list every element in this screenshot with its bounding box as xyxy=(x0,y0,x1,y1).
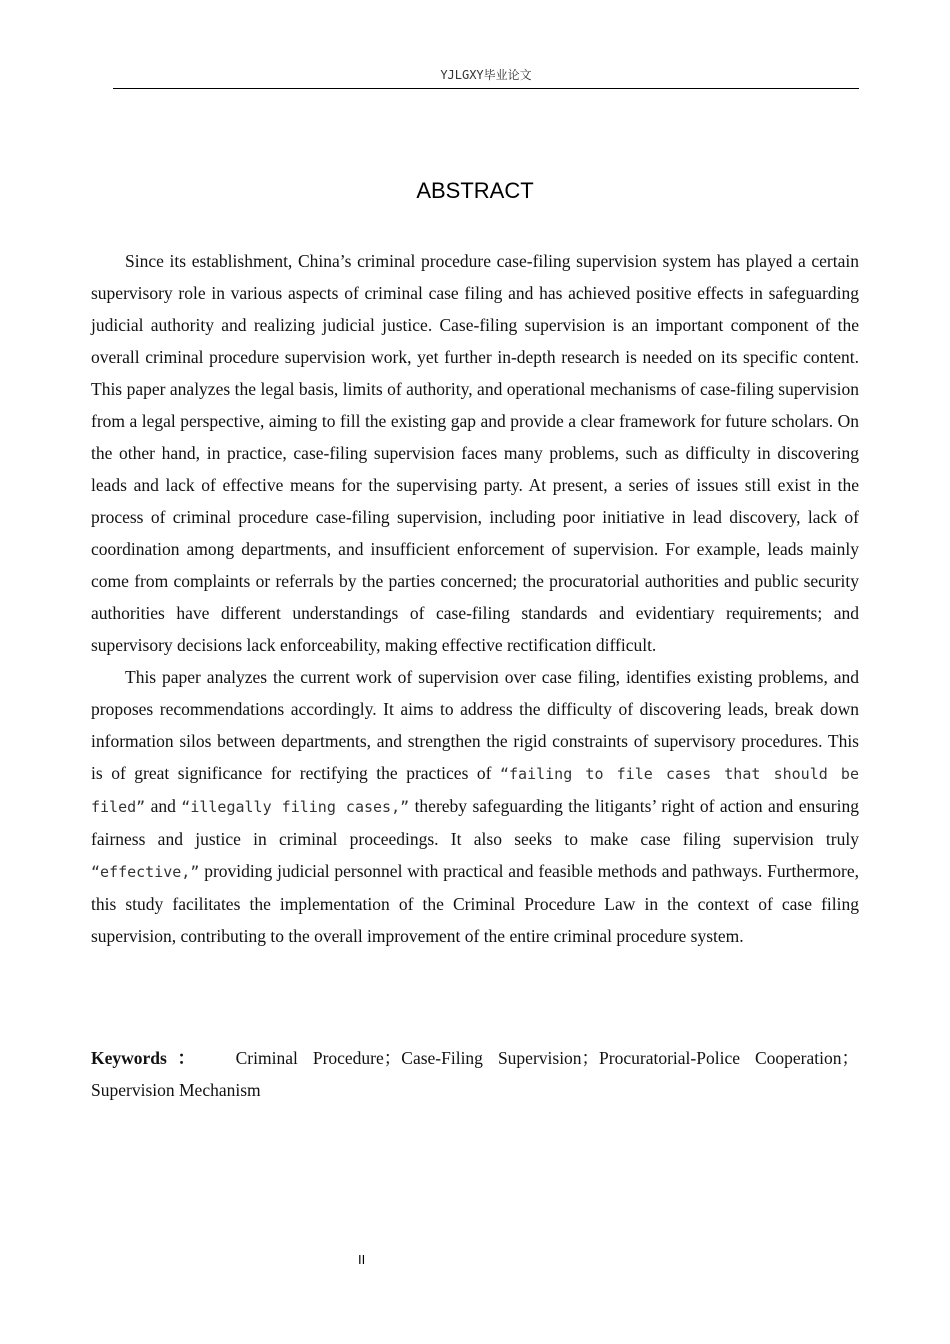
abstract-title: ABSTRACT xyxy=(416,178,534,203)
quote-failing-to-file: “failing to file cases that should be filed” xyxy=(91,765,859,816)
keywords-spacer xyxy=(206,1048,236,1068)
header-rule xyxy=(113,88,859,89)
page-header: YJLGXY毕业论文 xyxy=(440,68,532,82)
paragraph-2-text-4: providing judicial personnel with practical and feasible methods and pathways. Furthermore, this study facilitates the implementation of the Criminal Procedure Law in the context of case filing supervision, contributing to the overall improvement of the entire criminal procedure system. xyxy=(91,861,859,946)
keywords xyxy=(91,1042,859,1106)
keywords-label: Keywords： xyxy=(91,1048,206,1068)
keywords-list: Criminal Procedure；Case-Filing Supervision；Procuratorial-Police Cooperation；Supervision Mechanism xyxy=(91,1048,859,1100)
paragraph-2-text-2: and xyxy=(145,796,182,816)
abstract-paragraph-2 xyxy=(91,661,859,952)
paragraph-2-text-3: thereby safeguarding the litigants’ right of action and ensuring fairness and justice in criminal proceedings. It also seeks to make case filing supervision truly xyxy=(91,796,859,849)
quote-illegally-filing: “illegally filing cases,” xyxy=(181,798,410,816)
paragraph-2-text-1: This paper analyzes the current work of supervision over case filing, identifies existing problems, and proposes recommendations accordingly. It aims to address the difficulty of discovering leads, break down information silos between departments, and strengthen the rigid constraints of supervisory procedures. This is of great significance for rectifying the practices of xyxy=(91,667,859,783)
quote-effective: “effective,” xyxy=(91,863,200,881)
abstract-body xyxy=(91,245,859,952)
abstract-paragraph-1: Since its establishment, China’s criminal procedure case-filing supervision system has played a certain supervisory role in various aspects of criminal case filing and has achieved positive effects in safeguarding judicial authority and realizing judicial justice. Case-filing supervision is an important component of the overall criminal procedure supervision work, yet further in-depth research is needed on its specific content. This paper analyzes the legal basis, limits of authority, and operational mechanisms of case-filing supervision from a legal perspective, aiming to fill the existing gap and provide a clear framework for future scholars. On the other hand, in practice, case-filing supervision faces many problems, such as difficulty in discovering leads and lack of effective means for the supervising party. At present, a series of issues still exist in the process of criminal procedure case-filing supervision, including poor initiative in lead discovery, lack of coordination among departments, and insufficient enforcement of supervision. For example, leads mainly come from complaints or referrals by the parties concerned; the procuratorial authorities and public security authorities have different understandings of case-filing standards and evidentiary requirements; and supervisory decisions lack enforceability, making effective rectification difficult. xyxy=(91,251,859,655)
page-number: II xyxy=(358,1252,366,1267)
